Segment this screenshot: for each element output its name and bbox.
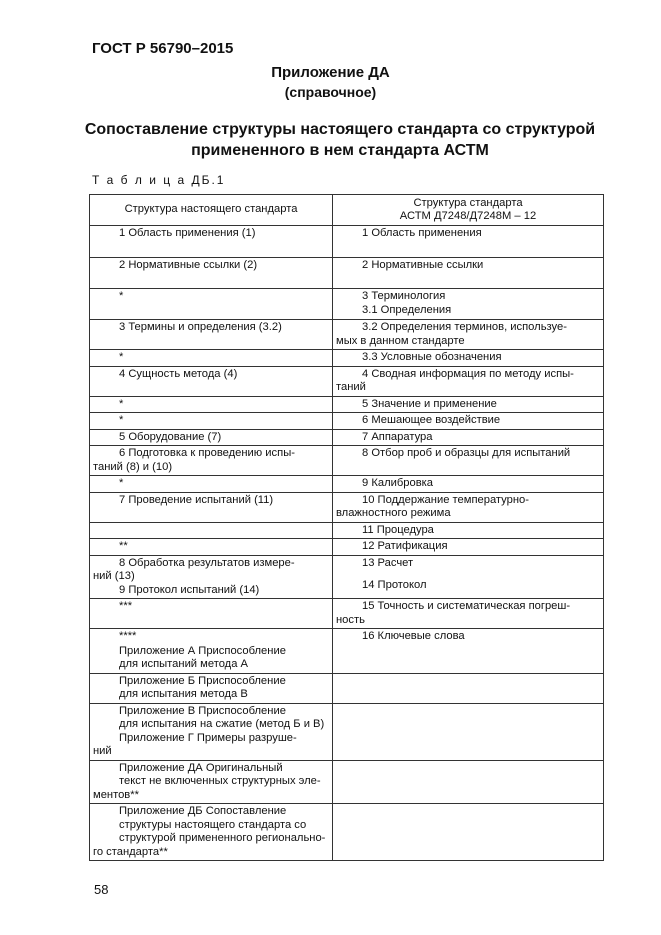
cell-line: 16 Ключевые слова xyxy=(362,630,465,642)
cell-line: Приложение Б Приспособление xyxy=(119,674,286,687)
table-row xyxy=(90,396,604,413)
cell-line: 6 Подготовка к проведению испы- xyxy=(119,447,295,459)
cell-line: 3 Терминология xyxy=(362,290,446,302)
table-row xyxy=(90,258,604,289)
cell-line: * xyxy=(119,397,124,410)
cell-astm-standard xyxy=(333,599,604,629)
cell-line: 1 Область применения (1) xyxy=(119,227,256,239)
cell-line: ментов** xyxy=(93,788,139,801)
cell-line: 5 Значение и применение xyxy=(362,397,497,410)
cell-line: структуры настоящего стандарта со xyxy=(119,818,307,831)
cell-line: ний (13) xyxy=(93,570,135,582)
table-row xyxy=(90,366,604,396)
cell-astm-standard xyxy=(333,492,604,522)
cell-astm-standard xyxy=(333,396,604,413)
cell-line: 7 Аппаратура xyxy=(362,430,433,443)
cell-astm-standard xyxy=(333,366,604,396)
table-row xyxy=(90,492,604,522)
cell-line: 4 Сущность метода (4) xyxy=(119,367,238,380)
cell-line: 4 Сводная информация по методу испы- xyxy=(362,367,574,380)
cell-line: таний xyxy=(336,381,366,393)
cell-line: 13 Расчет xyxy=(362,556,414,569)
table-row xyxy=(90,320,604,350)
table-row xyxy=(90,413,604,430)
cell-line: для испытания на сжатие (метод Б и В) xyxy=(119,718,325,730)
table-row xyxy=(90,226,604,258)
cell-line: Приложение ДА Оригинальный xyxy=(119,761,283,774)
cell-astm-standard xyxy=(333,804,604,861)
main-title: Сопоставление структуры настоящего стандарта со структурой примененного в нем стандарта АСТМ xyxy=(84,121,596,159)
cell-astm-standard xyxy=(333,429,604,446)
cell-astm-standard xyxy=(333,760,604,804)
cell-astm-standard xyxy=(333,320,604,350)
table-row xyxy=(90,350,604,367)
cell-current-standard xyxy=(90,555,333,599)
cell-astm-standard xyxy=(333,446,604,476)
cell-line: 3.3 Условные обозначения xyxy=(362,351,502,363)
cell-line: Приложение В Приспособление xyxy=(119,704,286,717)
cell-current-standard xyxy=(90,320,333,350)
cell-current-standard xyxy=(90,226,333,258)
cell-current-standard xyxy=(90,413,333,430)
cell-astm-standard xyxy=(333,703,604,760)
table-row xyxy=(90,673,604,703)
cell-line: 8 Обработка результатов измере- xyxy=(119,556,295,569)
cell-line: * xyxy=(119,414,124,426)
cell-astm-standard xyxy=(333,629,604,674)
cell-line: 11 Процедура xyxy=(362,523,434,536)
appendix-subtitle: (справочное) xyxy=(284,84,377,100)
cell-current-standard xyxy=(90,599,333,629)
cell-current-standard xyxy=(90,350,333,367)
cell-current-standard xyxy=(90,429,333,446)
cell-current-standard xyxy=(90,492,333,522)
cell-line: Приложение А Приспособление xyxy=(119,644,286,657)
cell-current-standard xyxy=(90,476,333,493)
cell-line: 8 Отбор проб и образцы для испытаний xyxy=(362,447,571,459)
cell-current-standard xyxy=(90,446,333,476)
cell-astm-standard xyxy=(333,226,604,258)
cell-astm-standard xyxy=(333,258,604,289)
table-row xyxy=(90,289,604,320)
cell-line: Приложение Г Примеры разруше- xyxy=(119,731,297,744)
cell-line: ность xyxy=(336,613,365,626)
cell-line: текст не включенных структурных эле- xyxy=(119,775,321,787)
table-row xyxy=(90,599,604,629)
cell-line: ** xyxy=(119,540,128,552)
cell-line: 15 Точность и систематическая погреш- xyxy=(362,600,571,612)
cell-astm-standard xyxy=(333,413,604,430)
cell-current-standard xyxy=(90,258,333,289)
cell-current-standard xyxy=(90,522,333,539)
cell-line: для испытаний метода А xyxy=(119,658,249,670)
cell-line: 3.2 Определения терминов, используе- xyxy=(362,321,567,333)
cell-current-standard xyxy=(90,539,333,556)
cell-line: * xyxy=(119,477,124,489)
table-caption: Т а б л и ц а ДБ.1 xyxy=(92,173,226,187)
cell-line: для испытания метода В xyxy=(119,688,248,700)
table-row xyxy=(90,446,604,476)
cell-astm-standard xyxy=(333,476,604,493)
cell-line: 12 Ратификация xyxy=(362,540,448,552)
header-right: Структура стандарта АСТМ Д7248/Д7248М – 12 xyxy=(333,195,604,226)
cell-line: * xyxy=(119,351,124,363)
table-row xyxy=(90,555,604,599)
cell-line: го стандарта** xyxy=(93,845,168,858)
cell-line: ний xyxy=(93,745,112,757)
document-code: ГОСТ Р 56790–2015 xyxy=(92,40,234,57)
appendix-title: Приложение ДА xyxy=(271,64,390,81)
cell-line: 2 Нормативные ссылки xyxy=(362,259,484,271)
cell-current-standard xyxy=(90,289,333,320)
cell-line: 3 Термины и определения (3.2) xyxy=(119,321,282,333)
cell-line: **** xyxy=(119,630,137,642)
comparison-table xyxy=(89,194,604,861)
cell-line: структурой примененного регионально- xyxy=(119,832,326,844)
header-left: Структура настоящего стандарта xyxy=(90,195,333,226)
cell-line: мых в данном стандарте xyxy=(336,334,465,347)
cell-current-standard xyxy=(90,703,333,760)
cell-current-standard xyxy=(90,673,333,703)
cell-astm-standard xyxy=(333,673,604,703)
table-row xyxy=(90,539,604,556)
cell-current-standard xyxy=(90,760,333,804)
cell-line: 6 Мешающее воздействие xyxy=(362,414,501,426)
cell-current-standard xyxy=(90,804,333,861)
table-row xyxy=(90,703,604,760)
cell-astm-standard xyxy=(333,289,604,320)
cell-line: 9 Калибровка xyxy=(362,477,434,489)
table-header-row xyxy=(90,195,604,226)
cell-line: 10 Поддержание температурно- xyxy=(362,493,529,506)
table-row xyxy=(90,760,604,804)
cell-astm-standard xyxy=(333,555,604,599)
cell-astm-standard xyxy=(333,522,604,539)
cell-astm-standard xyxy=(333,350,604,367)
table-row xyxy=(90,804,604,861)
table-row xyxy=(90,476,604,493)
cell-line: Приложение ДБ Сопоставление xyxy=(119,805,287,817)
cell-line: 14 Протокол xyxy=(362,579,427,591)
cell-line: 7 Проведение испытаний (11) xyxy=(119,493,274,506)
cell-line: 1 Область применения xyxy=(362,227,482,239)
cell-line: 2 Нормативные ссылки (2) xyxy=(119,259,258,271)
table-row xyxy=(90,522,604,539)
cell-line: влажностного режима xyxy=(336,507,451,519)
cell-line: *** xyxy=(119,600,133,612)
cell-line: таний (8) и (10) xyxy=(93,460,173,473)
cell-line: 3.1 Определения xyxy=(362,303,452,316)
table-row xyxy=(90,629,604,674)
table-row xyxy=(90,429,604,446)
cell-current-standard xyxy=(90,366,333,396)
cell-astm-standard xyxy=(333,539,604,556)
cell-current-standard xyxy=(90,629,333,674)
cell-line: 9 Протокол испытаний (14) xyxy=(119,583,260,596)
cell-line: 5 Оборудование (7) xyxy=(119,430,222,443)
page-number: 58 xyxy=(94,882,109,897)
cell-line: * xyxy=(119,290,124,302)
cell-current-standard xyxy=(90,396,333,413)
